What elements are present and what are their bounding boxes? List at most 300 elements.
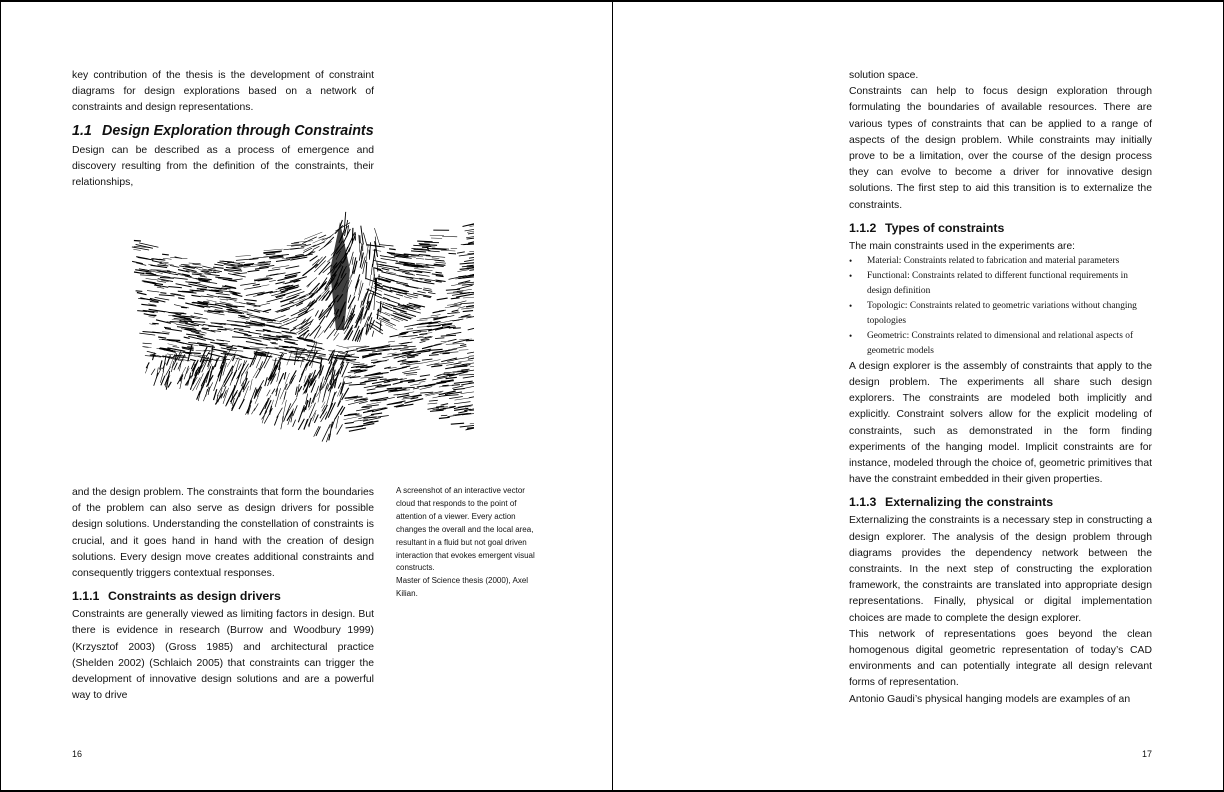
hatch-stroke <box>467 352 474 353</box>
hatch-stroke <box>361 226 364 245</box>
hatch-stroke <box>366 262 367 279</box>
hatch-stroke <box>284 337 292 338</box>
hatch-stroke <box>353 364 364 365</box>
hatch-stroke <box>133 249 140 250</box>
hatch-stroke <box>460 425 474 427</box>
hatch-stroke <box>435 338 444 339</box>
hatch-stroke <box>436 276 444 277</box>
hatch-stroke <box>239 331 250 332</box>
hatch-stroke <box>189 263 201 264</box>
hatch-stroke <box>455 398 470 400</box>
hatch-stroke <box>405 286 418 289</box>
hatch-stroke <box>264 249 283 251</box>
hatch-stroke <box>377 319 393 327</box>
hatch-stroke <box>215 277 232 279</box>
hatch-stroke <box>191 295 200 296</box>
hatch-stroke <box>352 305 355 315</box>
hatch-stroke <box>446 332 461 335</box>
hatch-stroke <box>263 335 270 336</box>
hatch-stroke <box>235 358 242 360</box>
hatch-stroke <box>327 329 335 339</box>
page-number-left: 16 <box>72 749 83 759</box>
hatch-stroke <box>454 402 471 404</box>
hatch-stroke <box>240 373 242 383</box>
hatch-stroke <box>449 253 457 254</box>
hatch-stroke <box>244 335 252 336</box>
hatch-stroke <box>344 376 351 378</box>
hatch-stroke <box>266 254 276 255</box>
hatch-stroke <box>417 241 432 242</box>
hatch-stroke <box>134 241 141 242</box>
hatch-stroke <box>280 384 287 399</box>
design-explorer-paragraph: A design explorer is the assembly of constraints that apply to the design problem. The experiments all share such design explorers. The constraints are modeled both implicitly and explicitly. Constraint solvers allow for the explicit modeling of constraints, such as demonstrated in the form finding experiments of the hanging model. Implicit constraints are for instance, modeled through the choice of, geometric primitives that have the constraint embedded in their given properties. <box>849 360 1152 486</box>
hatch-stroke <box>413 245 431 246</box>
hatch-stroke <box>441 404 449 406</box>
hatch-stroke <box>378 416 389 418</box>
hatch-stroke <box>351 363 360 364</box>
hatch-stroke <box>272 389 275 395</box>
bullet-icon: • <box>849 270 853 281</box>
hatch-stroke <box>191 370 194 379</box>
hatch-stroke <box>293 420 296 427</box>
hatch-stroke <box>345 422 354 423</box>
hatch-stroke <box>412 281 426 283</box>
hatch-stroke <box>469 355 475 356</box>
hatch-stroke <box>391 345 407 346</box>
hatch-stroke <box>461 307 474 309</box>
hatch-stroke <box>269 280 276 281</box>
hatch-stroke <box>157 287 164 288</box>
hatch-stroke <box>203 302 209 303</box>
hatch-stroke <box>455 357 469 359</box>
hatch-stroke <box>309 403 315 418</box>
hatch-stroke <box>247 309 260 312</box>
hatch-stroke <box>171 361 173 372</box>
hatch-stroke <box>470 365 474 367</box>
hatch-stroke <box>170 265 179 267</box>
hatch-stroke <box>404 346 416 347</box>
hatch-stroke <box>357 424 375 427</box>
hatch-stroke <box>441 335 456 336</box>
hatch-stroke <box>333 392 336 400</box>
hatch-stroke <box>451 423 464 424</box>
section-number: 1.1 <box>72 122 92 139</box>
hatch-stroke <box>458 411 467 413</box>
hatch-stroke <box>416 258 424 259</box>
hatch-stroke <box>373 249 376 267</box>
hatch-stroke <box>146 279 158 281</box>
page-number-right: 17 <box>1142 749 1153 759</box>
caption-credit: Master of Science thesis (2000), Axel Kilian. <box>396 576 529 599</box>
constraints-list-intro: The main constraints used in the experiments are: <box>849 240 1075 252</box>
hatch-stroke <box>194 355 208 356</box>
hatch-stroke <box>382 306 388 309</box>
hatch-stroke <box>363 260 366 274</box>
constraints-list <box>849 254 1152 359</box>
hatch-stroke <box>404 297 412 299</box>
hatch-stroke <box>407 329 413 330</box>
hatch-stroke <box>432 258 440 259</box>
hatch-stroke <box>422 359 433 360</box>
hatch-stroke <box>314 415 318 423</box>
hatch-stroke <box>451 298 460 299</box>
hatch-stroke <box>375 354 382 355</box>
hatch-stroke <box>344 416 362 420</box>
hatch-stroke <box>299 321 313 330</box>
section-1-1-paragraph-start: Design can be described as a process of emergence and discovery resulting from the definition of the constraints, their relationships, <box>72 144 374 189</box>
hatch-stroke <box>469 382 474 383</box>
hatch-stroke <box>304 419 308 430</box>
hatch-stroke <box>463 376 474 378</box>
hatch-stroke <box>413 293 431 297</box>
hatch-stroke <box>255 267 269 269</box>
hatch-stroke <box>239 399 244 409</box>
hatch-stroke <box>293 405 297 416</box>
hatch-stroke <box>420 387 433 390</box>
hatch-stroke <box>380 321 381 332</box>
hatch-stroke <box>152 261 162 263</box>
hatch-stroke <box>459 254 474 256</box>
hatch-stroke <box>414 268 432 270</box>
hatch-stroke <box>466 369 474 372</box>
hatch-stroke <box>439 417 450 418</box>
hatch-stroke <box>211 349 227 352</box>
section-1-1-1-heading <box>72 588 374 604</box>
left-lower-column <box>72 485 374 704</box>
hatch-stroke <box>465 282 474 283</box>
hatch-stroke <box>188 373 191 386</box>
hatch-stroke <box>232 337 246 338</box>
hatch-stroke <box>469 394 474 398</box>
paragraph-focus: Constraints can help to focus design exploration through formulating the boundaries of available resources. There are various types of constraints that can be applied to a range of aspects of the design problem. While constraints may initially prove to be a limitation, over the course of the design process they can evolve to become a driver for innovative design solutions. The first step to aid this transition is to externalize the constraints. <box>849 86 1152 211</box>
hatch-stroke <box>158 265 169 266</box>
hatch-stroke <box>279 346 289 347</box>
hatch-stroke <box>371 360 378 361</box>
hatch-stroke <box>420 244 438 245</box>
hatch-stroke <box>168 382 171 388</box>
hatch-stroke <box>458 307 465 309</box>
hatch-stroke <box>147 351 156 353</box>
bullet-icon: • <box>849 330 853 341</box>
left-upper-column <box>72 68 374 191</box>
hatch-stroke <box>206 389 208 397</box>
hatch-stroke <box>428 251 440 252</box>
hatch-stroke <box>323 383 328 402</box>
hatch-stroke <box>286 266 300 269</box>
hatch-stroke <box>373 260 386 263</box>
hatch-stroke <box>248 270 260 272</box>
hatch-stroke <box>234 331 248 334</box>
hatch-stroke <box>213 267 224 268</box>
hatch-stroke <box>429 355 439 356</box>
hatch-stroke <box>168 344 177 346</box>
hatch-stroke <box>253 368 259 378</box>
hatch-stroke <box>348 296 355 308</box>
caption-description: A screenshot of an interactive vector cloud that responds to the point of attention of a viewer. Every action changes the overall and the local area, resultant in a fluid but not goal driven interaction that evokes emergent visual constructs. <box>396 486 535 573</box>
hatch-stroke <box>434 264 446 265</box>
hatch-stroke <box>462 362 475 364</box>
section-1-1-1-paragraph: Constraints are generally viewed as limiting factors in design. But there is evidence in research (Burrow and Woodbury 1999) (Krzysztof 2003) (Gross 1985) and architectural practice (Shelden 2002) (Schlaich 2005) that constraints can trigger the development of innovative design solutions and are a powerful way to drive <box>72 609 374 702</box>
hatch-stroke <box>410 384 420 386</box>
hatch-strokes <box>132 212 474 442</box>
hatch-stroke <box>227 262 234 263</box>
hatch-stroke <box>441 381 454 382</box>
hatch-stroke <box>137 293 147 295</box>
bullet-icon: • <box>849 300 853 311</box>
hatch-stroke <box>176 341 191 345</box>
hatch-stroke <box>315 256 326 268</box>
hatch-stroke <box>297 391 299 398</box>
bullet-icon: • <box>849 255 853 266</box>
section-number: 1.1.1 <box>72 589 100 604</box>
hatch-stroke <box>361 407 372 408</box>
hatch-stroke <box>454 405 473 409</box>
hatch-stroke <box>181 307 187 308</box>
hatch-stroke <box>449 397 463 399</box>
hatch-stroke <box>276 374 284 392</box>
hatch-stroke <box>326 434 329 442</box>
hatch-stroke <box>299 386 302 391</box>
hatch-stroke <box>441 341 449 342</box>
hatch-stroke <box>253 284 260 285</box>
externalizing-paragraph-3: Antonio Gaudi’s physical hanging models are examples of an <box>849 693 1131 705</box>
hatch-stroke <box>320 316 326 324</box>
hatch-stroke <box>366 402 381 405</box>
hatch-stroke <box>387 353 396 354</box>
hatch-stroke <box>220 345 233 347</box>
hatch-stroke <box>267 390 271 396</box>
list-item-material: • Material: Constraints related to fabrication and material parameters <box>849 254 1152 269</box>
hatch-stroke <box>349 428 366 431</box>
hatch-stroke <box>448 315 454 316</box>
hatch-stroke <box>155 285 168 288</box>
intro-paragraph: key contribution of the thesis is the development of constraint diagrams for design explorations based on a network of constraints and design representations. <box>72 70 374 114</box>
hatch-stroke <box>159 295 175 296</box>
hatch-stroke <box>136 291 143 292</box>
hatch-stroke <box>469 257 474 259</box>
hatch-stroke <box>227 321 246 323</box>
hatch-stroke <box>424 288 432 289</box>
hatch-stroke <box>349 271 353 279</box>
hatch-stroke <box>431 365 442 366</box>
hatch-stroke <box>461 391 474 393</box>
hatch-stroke <box>158 337 166 338</box>
hatch-stroke <box>338 383 341 389</box>
hatch-stroke <box>468 253 475 254</box>
section-title: Externalizing the constraints <box>885 495 1054 510</box>
hatch-stroke <box>264 408 272 423</box>
hatch-stroke <box>310 256 318 261</box>
hatch-stroke <box>238 263 245 264</box>
hatch-stroke <box>284 372 286 379</box>
hatch-stroke <box>234 302 247 304</box>
hatch-stroke <box>178 298 184 299</box>
hatch-stroke <box>458 281 470 284</box>
hatch-stroke <box>270 342 276 343</box>
hatch-stroke <box>430 410 444 411</box>
hatch-stroke <box>419 381 425 382</box>
hatch-stroke <box>470 423 474 424</box>
hatch-stroke <box>157 281 166 282</box>
hatch-stroke <box>465 229 474 231</box>
hatch-stroke <box>459 339 472 340</box>
hatch-stroke <box>393 382 403 385</box>
hatch-stroke <box>433 396 444 398</box>
hatch-stroke <box>192 274 202 275</box>
hatch-stroke <box>367 245 381 247</box>
hatch-stroke <box>416 274 429 276</box>
hatch-stroke <box>188 321 206 322</box>
hatch-stroke <box>296 387 298 395</box>
hatch-stroke <box>162 254 169 255</box>
hatch-stroke <box>314 326 321 338</box>
hatch-stroke <box>426 256 445 257</box>
hatch-stroke <box>250 321 257 322</box>
hatch-stroke <box>450 320 460 321</box>
hatch-stroke <box>246 342 263 345</box>
hatch-stroke <box>344 212 346 231</box>
hatch-stroke <box>244 313 252 314</box>
hatch-stroke <box>280 352 287 353</box>
hatch-stroke <box>152 323 159 324</box>
hatch-stroke <box>397 392 414 395</box>
hatch-stroke <box>385 303 394 307</box>
hatch-stroke <box>276 260 290 262</box>
hatch-stroke <box>416 263 429 265</box>
hatch-stroke <box>424 323 438 324</box>
hatch-stroke <box>372 331 374 337</box>
externalizing-paragraph-2: This network of representations goes beyond the clean homogenous digital geometric representation of today’s CAD environments and can potentially integrate all design relevant forms of representation. <box>849 628 1152 689</box>
hatch-stroke <box>388 341 395 342</box>
hatch-stroke <box>251 408 255 414</box>
hatch-stroke <box>400 349 417 351</box>
hatch-stroke <box>381 258 398 261</box>
section-1-1-paragraph-continued: and the design problem. The constraints that form the boundaries of the problem can also serve as design drivers for possible design solutions. Understanding the constellation of constraints is crucial, and it goes hand in hand with the creation of design solutions. Every design move creates additional constraints and consequently triggers contextual responses. <box>72 487 374 580</box>
hatch-stroke <box>303 264 318 276</box>
hatch-stroke <box>211 323 226 324</box>
hatch-stroke <box>160 293 166 294</box>
hatch-stroke <box>428 293 436 294</box>
hatch-stroke <box>406 374 417 375</box>
hatch-stroke <box>149 317 155 318</box>
hatch-stroke <box>461 302 475 303</box>
hatch-stroke <box>139 243 158 247</box>
section-1-1-heading <box>72 122 374 140</box>
hatch-stroke <box>319 235 327 238</box>
hatch-stroke <box>309 398 311 408</box>
hatch-stroke <box>226 347 236 348</box>
hatch-stroke <box>163 258 172 259</box>
hatch-stroke <box>294 354 301 355</box>
hatch-stroke <box>204 274 219 276</box>
hatch-stroke <box>380 379 387 380</box>
hatch-stroke <box>191 379 195 390</box>
hatch-stroke <box>161 376 165 386</box>
hatch-stroke <box>436 281 442 282</box>
hatch-stroke <box>426 247 435 248</box>
hatch-stroke <box>352 257 353 265</box>
hatch-stroke <box>410 367 419 369</box>
hatch-stroke <box>373 360 389 364</box>
hatch-stroke <box>379 245 394 246</box>
hatch-stroke <box>217 329 226 330</box>
hatch-stroke <box>469 251 474 252</box>
hatch-stroke <box>284 391 286 399</box>
hatch-stroke <box>236 255 251 256</box>
right-column <box>849 68 1152 708</box>
hatch-stroke <box>409 303 425 307</box>
figure-caption <box>396 485 546 601</box>
hatch-stroke <box>324 385 327 397</box>
hatch-stroke <box>256 362 265 378</box>
section-number: 1.1.3 <box>849 495 877 510</box>
section-title: Types of constraints <box>885 220 1005 235</box>
hatch-stroke <box>420 375 430 377</box>
hatch-stroke <box>272 315 285 320</box>
hatch-stroke <box>406 279 418 281</box>
hatch-stroke <box>268 269 280 271</box>
hatch-stroke <box>281 309 290 312</box>
hatch-stroke <box>363 233 367 246</box>
hatch-stroke <box>457 252 465 253</box>
hatch-stroke <box>305 300 315 314</box>
hatch-stroke <box>390 367 407 371</box>
hatch-stroke <box>407 357 415 358</box>
hatch-stroke <box>468 233 474 234</box>
hatch-stroke <box>143 343 152 344</box>
section-title: Design Exploration through Constraints <box>102 122 374 139</box>
hatch-stroke <box>452 385 460 386</box>
hatch-stroke <box>457 270 469 272</box>
hatch-stroke <box>446 377 457 378</box>
hatch-stroke <box>146 273 156 274</box>
hatch-stroke <box>253 303 270 307</box>
hatch-stroke <box>305 333 309 338</box>
hatch-stroke <box>348 295 351 303</box>
hatch-stroke <box>168 287 182 288</box>
hatch-stroke <box>324 317 335 332</box>
hatch-stroke <box>234 375 240 391</box>
hatch-stroke <box>428 344 442 347</box>
hatch-stroke <box>151 369 155 375</box>
hatch-stroke <box>466 235 474 237</box>
hatch-stroke <box>449 406 455 407</box>
hatch-stroke <box>181 264 190 265</box>
hatch-stroke <box>431 315 441 316</box>
hatch-stroke <box>265 377 268 386</box>
continued-line: solution space. <box>849 70 919 81</box>
hatch-stroke <box>184 337 190 338</box>
hatch-stroke <box>417 320 428 321</box>
hatch-stroke <box>193 264 202 265</box>
hatch-stroke <box>258 350 265 352</box>
hatch-stroke <box>404 372 417 374</box>
hatch-stroke <box>349 384 366 385</box>
hatch-stroke <box>250 347 268 349</box>
hatch-stroke <box>250 379 252 391</box>
hatch-stroke <box>312 285 323 296</box>
hatch-stroke <box>285 272 301 276</box>
hatch-stroke <box>464 259 474 261</box>
hatch-stroke <box>274 416 278 426</box>
hatch-stroke <box>459 374 474 375</box>
hatch-stroke <box>432 274 443 275</box>
section-1-1-3-heading <box>849 494 1152 510</box>
hatch-stroke <box>190 359 196 360</box>
hatch-stroke <box>282 399 285 405</box>
hatch-stroke <box>234 279 243 280</box>
hatch-stroke <box>243 348 259 349</box>
